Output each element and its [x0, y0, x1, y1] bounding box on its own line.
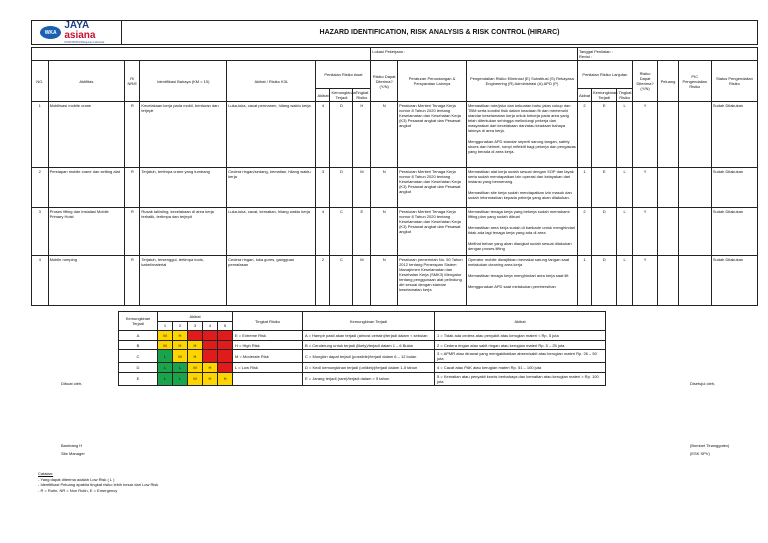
note-item: - Identifikasi Peluang apabila tingkat risiko lebih besar dari Low Risk	[38, 482, 159, 488]
col-status: Status Pengendalian Risiko	[711, 61, 757, 102]
matrix-num: 5	[218, 321, 233, 331]
matrix-row: C L M H E E M = Moderate Risk C = Mungkin dapat terjadi (possible)/terjadi dalam 6 – 12 bulan 3 = APMR atau dirawat yang mengakibatkan absen/sakit atau kerugian materi Rp. 26 – 50 juta	[119, 350, 606, 363]
legend-header-akibat: Akibat	[435, 312, 606, 331]
matrix-num: 1	[158, 321, 173, 331]
col-tingkat-2: Tingkat Risiko	[618, 90, 632, 100]
col-kemungkinan-2: Kemungkinan Terjadi	[592, 90, 618, 100]
legend-header-tingkat: Tingkat Risiko	[233, 312, 303, 331]
signer-left-name: Bambang H	[61, 443, 83, 448]
notes-title: Catatan:	[38, 471, 54, 476]
logo-brand-1: JAYA	[64, 20, 89, 31]
col-penilaian-lanjutan: Penilaian Risiko Lanjutan	[577, 61, 632, 89]
disetujui-label: Disetujui oleh,	[690, 381, 716, 386]
col-pic: PIC Pengendalian Risiko	[678, 61, 711, 102]
col-akibat: Akibat / Risiko K3L	[227, 61, 316, 102]
matrix-header-akibat: Akibat	[158, 312, 233, 322]
matrix-row: B M H H E E H = High Risk B = Cenderung untuk terjadi (likely)/terjadi dalam 1 – 6 Bulan 2 = Cedera ringan atau sakit ringan atau kerugian materi Rp. 5 – 25 juta	[119, 340, 606, 350]
signer-right-role: (ESK SPV)	[690, 451, 710, 456]
col-tingkat: Tingkat Risiko	[353, 89, 371, 102]
table-row: 2 Persiapan mobile crane dan setting alat R Terjatuh, tertimpa crane yang tumbang Cedera ringan/sedang, kematian, hilang waktu kerja 3 D M N Peraturan Menteri Tenaga Kerja nomor 8 Tahun 2020 tentang Keselamatan dan Kesehatan Kerja (K3) Pesawat angkat dan Pesawat angkut Memastikan alat kerja sudah sesuai dengan SOP dan layak serta sudah mendapatkan izin operasi dan kelayakan dari instansi yang berwenang. Memastikan site kerja sudah mendapatkan izin masuk dan sudah informasikan kepada pekerja yang akan dilakukan. 1 E L Y Sudah Dilakukan	[32, 168, 758, 208]
company-logo	[32, 21, 122, 44]
logo-brand-2: asiana	[64, 30, 96, 41]
risk-matrix	[118, 311, 606, 386]
col-penilaian-awal: Penilaian Risiko Awal	[316, 61, 371, 89]
col-kemungkinan: Kemungkinan Terjadi	[331, 90, 356, 100]
signer-left-role: Site Manager	[61, 451, 85, 456]
matrix-num: 3	[188, 321, 203, 331]
matrix-num: 4	[203, 321, 218, 331]
matrix-num: 2	[173, 321, 188, 331]
wka-logo-mark: WKA	[40, 26, 61, 39]
document-header	[31, 20, 758, 45]
notes-list	[38, 477, 158, 493]
lokasi-label: Lokasi Pekerjaan :	[371, 48, 578, 61]
matrix-header-kemungkinan: Kemungkinan Terjadi	[119, 312, 158, 331]
col-aktifitas: Aktifitas	[48, 61, 125, 102]
table-row: 1 Mobilisasi mobile crane R Kecelakaan kerja pada mobil, benturan dan terjepit Luka-luka, cacat permanen, hilang waktu kerja 4 D H N Peraturan Menteri Tenaga Kerja nomor 8 Tahun 2020 tentang Keselamatan dan Kesehatan Kerja (K3) Pesawat angkat dan Pesawat angkut Memastikan rute/jalur dan kekuatan bahu jalan cukup dan TBM serta kondisi fisik dalam keadaan fit dan memenuhi standar keselamatan kerja untuk bekerja pada area yang telah ditentukan sehingga melindungi pekerja dan masyarakat dari kecelakaan dan/atau keadaan bahaya lainnya di area kerja. Menggunakan APD standar seperti sarung tangan, safety shoes dan helmet, rompi reflektif bagi pekerja dan pengawas yang berada di area kerja. 2 E L Y Sudah Dilakukan	[32, 102, 758, 168]
col-akibat-s-2: Akibat	[577, 89, 591, 102]
document-title: HAZARD IDENTIFICATION, RISK ANALYSIS & RISK CONTROL (HIRARC)	[319, 29, 560, 36]
col-dapat-diterima-2: Risiko Dapat Diterima? (Y/N)	[632, 61, 658, 102]
col-identifikasi: Identifikasi Bahaya (KM = 10)	[140, 61, 227, 102]
col-snr: R/ NR/E	[125, 61, 140, 102]
hirarc-table	[31, 47, 758, 306]
table-row: 4 Mobile rumping R Terjatuh, tersenggol, tertimpa tools, kabel/material Cedera ringan, luka gores, gangguan pernafasan 2 C M N Peraturan pemerintah No. 50 Tahun 2012 tentang Penerapan Sistem Manajemen Keselamatan dan Kesehatan Kerja (SMK3) Mengatur tentang penggunaan alat pelindung diri sesuai dengan standar keselamatan kerja Operator mobile diwajibkan memakai sarung tangan saat melakukan cleaning area kerja Memastikan tenaga kerja menghindari area kerja saat lift Menggunakan APD saat melakukan pembersihan 1 D L Y Sudah Dilakukan	[32, 256, 758, 306]
table-row: 3 Proses lifting dan instalasi Mobile Primary Hoist R Rusak tali/sling, kecelakaan di area kerja terbalik, tertimpa dan terjepit Luka-luka, cacat, kematian, hilang waktu kerja 4 C E N Peraturan Menteri Tenaga Kerja nomor 8 Tahun 2020 tentang Keselamatan dan Kesehatan Kerja (K3) Pesawat angkat dan Pesawat angkut Memastikan tenaga kerja yang bekerja sudah memahami lifting plan yang sudah dibuat Memastikan area kerja sudah di barikade untuk menghindari tidak ada lagi tenaga kerja yang ada di area Melihat beban yang akan diangkat sudah sesuai dilakukan dengan proses lifting 2 D L Y Sudah Dilakukan	[32, 208, 758, 256]
col-dapat-diterima: Risiko Dapat Diterima? (Y/N)	[371, 61, 398, 102]
note-item: - Yang dapat diterima adalah Low Risk ( L )	[38, 477, 115, 482]
matrix-row: D L L M H E L = Low Risk D = Kecil kemungkinan terjadi (unlikely)/terjadi dalam 1-5 tahun 4 = Cacat atau PAK atau kerugian materi Rp. 51 – 100 juta	[119, 363, 606, 373]
col-no: NO.	[32, 61, 49, 102]
col-pengendalian: Pengendalian Risiko Eliminasi (E) Substitusi (S) Rekayasa Engineering (R) Administrasi (A) APD (P)	[466, 61, 577, 102]
col-akibat-s: Akibat	[316, 89, 330, 102]
matrix-row: A M H E E E E = Extreme Risk A = Hampir pasti akan terjadi (almost certain)/terjadi dalam < sebulan 1 = Tidak ada cedera atau penyakit atau kerugian materi < Rp. 5 juta	[119, 331, 606, 341]
signer-right-name: (Bomiart Tinanggotex)	[690, 443, 730, 448]
matrix-row: E L L M H H E = Jarang terjadi (rare)/terjadi dalam > 5 tahun 5 = Kematian atau penyakit kronis berbahaya dan kematian atau kerugian materi > Rp. 100 juta	[119, 372, 606, 385]
col-peluang: Peluang	[658, 61, 678, 102]
logo-subtitle: KONSTRUKSI Bangunan Indonesia	[64, 41, 105, 44]
note-item: - R = Rutin, NR = Non Rutin, E = Emergency	[38, 487, 118, 493]
tanggal-label: Tanggal Penilaian : Revisi :	[577, 48, 757, 61]
dibuat-label: Dibuat oleh,	[61, 381, 83, 386]
col-peraturan: Peraturan Perundangan & Persyaratan Lainnya	[398, 61, 467, 102]
legend-header-kemungkinan: Kemungkinan Terjadi	[303, 312, 435, 331]
